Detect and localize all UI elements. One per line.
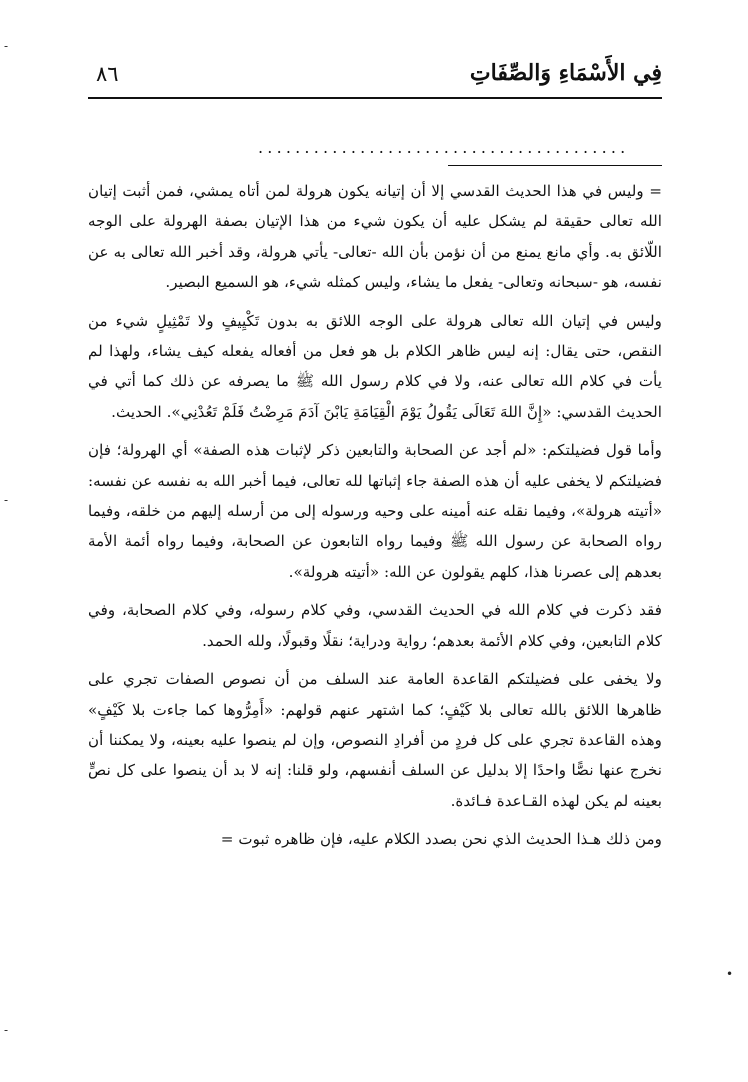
margin-mark: • xyxy=(726,967,734,981)
footnote-rule xyxy=(448,165,662,166)
paragraph-1: = وليس في هذا الحديث القدسي إلا أن إتيانه يكون هرولة لمن أتاه يمشي، فمن أثبت إتيان الله تعالى حقيقة لم يشكل عليه أن يكون شيء من هذا الإتيان بصفة الهرولة على الوجه اللّائق به. وأي مانع يمنع من أن نؤمن بأن الله -تعالى- يأتي هرولة، وقد أخبر الله تعالى به عن نفسه، هو -سبحانه وتعالى- يفعل ما يشاء، وليس كمثله شيء، هو السميع البصير. xyxy=(88,182,662,292)
body-text xyxy=(88,176,662,863)
paragraph-2: وليس في إتيان الله تعالى هرولة على الوجه اللائق به بدون تَكْيِيفٍ ولا تَمْثِيلٍ شيء من النقص، حتى يقال: إنه ليس ظاهر الكلام بل هو فعل من أفعاله يفعله كيف يشاء، ولهذا لم يأت في كلام الله تعالى عنه، ولا في كلام رسول الله ﷺ ما يصرفه عن ذلك كما أتي في الحديث القدسي: «إِنَّ اللهَ تَعَالَى يَقُولُ يَوْمَ الْقِيَامَةِ يَابْنَ آدَمَ مَرِضْتُ فَلَمْ تَعُدْنِي». الحديث. xyxy=(88,311,662,421)
page-number: ٨٦ xyxy=(96,62,119,86)
paragraph-5: ولا يخفى على فضيلتكم القاعدة العامة عند السلف من أن نصوص الصفات تجري على ظاهرها اللائق بالله تعالى بلا كَيْفٍ؛ كما اشتهر عنهم قولهم: «أَمِرُّوها كما جاءت بلا كَيْفٍ» وهذه القاعدة تجري على كل فردٍ من أفرادِ النصوص، وإن لم ينصوا عليه بعينه، ولا يمكننا أن نخرج عنها نصًّا واحدًا إلا بدليل عن السلف أنفسهم، ولو قلنا: إنه لا بد أن ينصوا على كل نصٍّ بعينه لم يكن لهذه القـاعدة فـائدة. xyxy=(88,670,662,810)
header-rule xyxy=(88,97,662,99)
paragraph-4: فقد ذكرت في كلام الله في الحديث القدسي، وفي كلام رسوله، وفي كلام الصحابة، وفي كلام التابعين، وفي كلام الأئمة بعدهم؛ رواية ودراية؛ نقلًا وقبولًا، ولله الحمد. xyxy=(88,601,662,650)
paragraph-3: وأما قول فضيلتكم: «لم أجد عن الصحابة والتابعين ذكر لإثبات هذه الصفة» أي الهرولة؛ فإن فضيلتكم لا يخفى عليه أن هذه الصفة جاء إثباتها لله تعالى، فيما أخبر الله به نفسه عن نفسه: «أتيته هرولة»، وفيما نقله عنه أمينه على وحيه ورسوله إلى من أرسله إليهم من خلقه، وفيما رواه الصحابة عن رسول الله ﷺ وفيما رواه التابعون عن الصحابة، وفيما رواه أئمة الأمة بعدهم إلى عصرنا هذا، كلهم يقولون عن الله: «أتيته هرولة». xyxy=(88,441,662,581)
running-header xyxy=(88,58,662,94)
margin-mark: - xyxy=(4,39,9,53)
ellipsis-separator: ........................................ xyxy=(258,138,630,157)
running-title: فِي الأَسْمَاءِ وَالصِّفَاتِ xyxy=(469,60,662,86)
margin-mark: - xyxy=(4,1023,9,1037)
paragraph-6: ومن ذلك هـذا الحديث الذي نحن بصدد الكلام عليه، فإن ظاهره ثبوت = xyxy=(220,830,662,849)
margin-mark: - xyxy=(4,493,9,507)
